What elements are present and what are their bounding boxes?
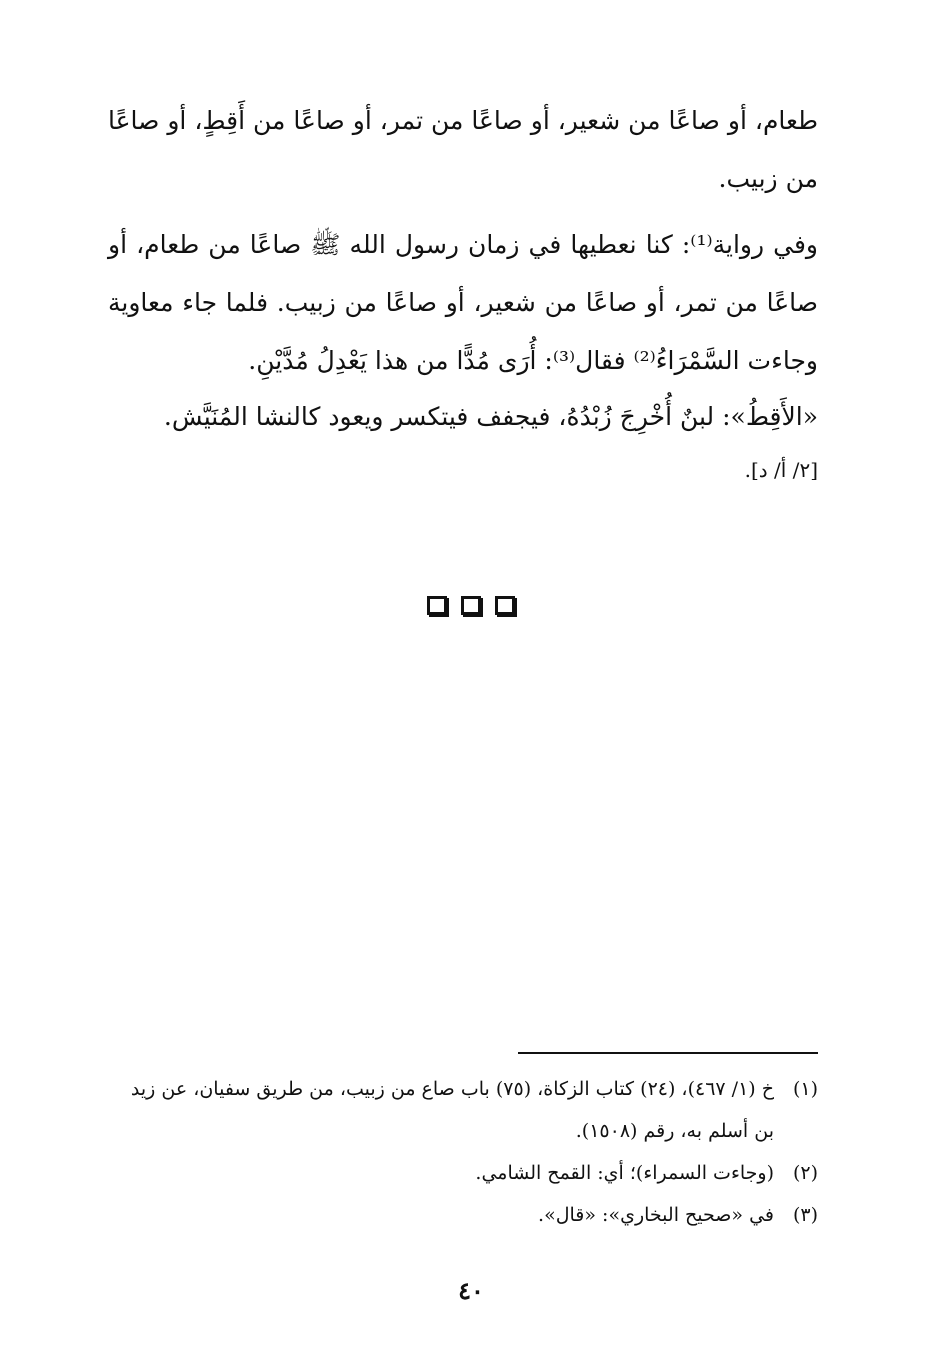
footnote-text: (وجاءت السمراء)؛ أي: القمح الشامي. — [475, 1162, 774, 1184]
paragraph-zakat-list: طعام، أو صاعًا من شعير، أو صاعًا من تمر، أو صاعًا من أَقِطٍ، أو صاعًا من زبيب. — [108, 106, 818, 193]
footnote-number: (٢) — [792, 1162, 818, 1184]
page-number: ٤٠ — [458, 1276, 484, 1305]
footnotes — [108, 1068, 818, 1236]
footnote-item — [108, 1068, 818, 1152]
separator-square-icon — [461, 596, 481, 615]
footnote-text: في «صحيح البخاري»: «قال». — [538, 1204, 774, 1226]
section-separator-icon — [0, 596, 942, 615]
main-text — [108, 92, 818, 490]
paragraph-riwaya: وفي رواية⁽¹⁾: كنا نعطيها في زمان رسول الله ﷺ صاعًا من طعام، أو صاعًا من تمر، أو صاعًا من شعير، أو صاعًا من زبيب. فلما جاء معاوية وجاءت السَّمْرَاءُ⁽²⁾ فقال⁽³⁾: أُرَى مُدًّا من هذا يَعْدِلُ مُدَّيْنِ. — [108, 230, 819, 375]
separator-square-icon — [427, 596, 447, 615]
footnote-item — [108, 1152, 818, 1194]
footnote-number: (١) — [792, 1078, 818, 1100]
footnote-item — [108, 1194, 818, 1236]
footnote-text: خ (١/ ٤٦٧)، (٢٤) كتاب الزكاة، (٧٥) باب صاع من زبيب، من طريق سفيان، عن زيد بن أسلم به، رقم (١٥٠٨). — [130, 1078, 774, 1142]
footnote-number: (٣) — [792, 1204, 818, 1226]
paragraph-aqit-definition: «الأَقِطُ»: لبنٌ أُخْرِجَ زُبْدُهُ، فيجفف فيتكسر ويعود كالنشا المُنَيَّش. — [163, 402, 818, 431]
manuscript-reference: [٢/ أ/ د]. — [744, 458, 818, 482]
footnote-divider — [518, 1052, 818, 1054]
separator-square-icon — [495, 596, 515, 615]
